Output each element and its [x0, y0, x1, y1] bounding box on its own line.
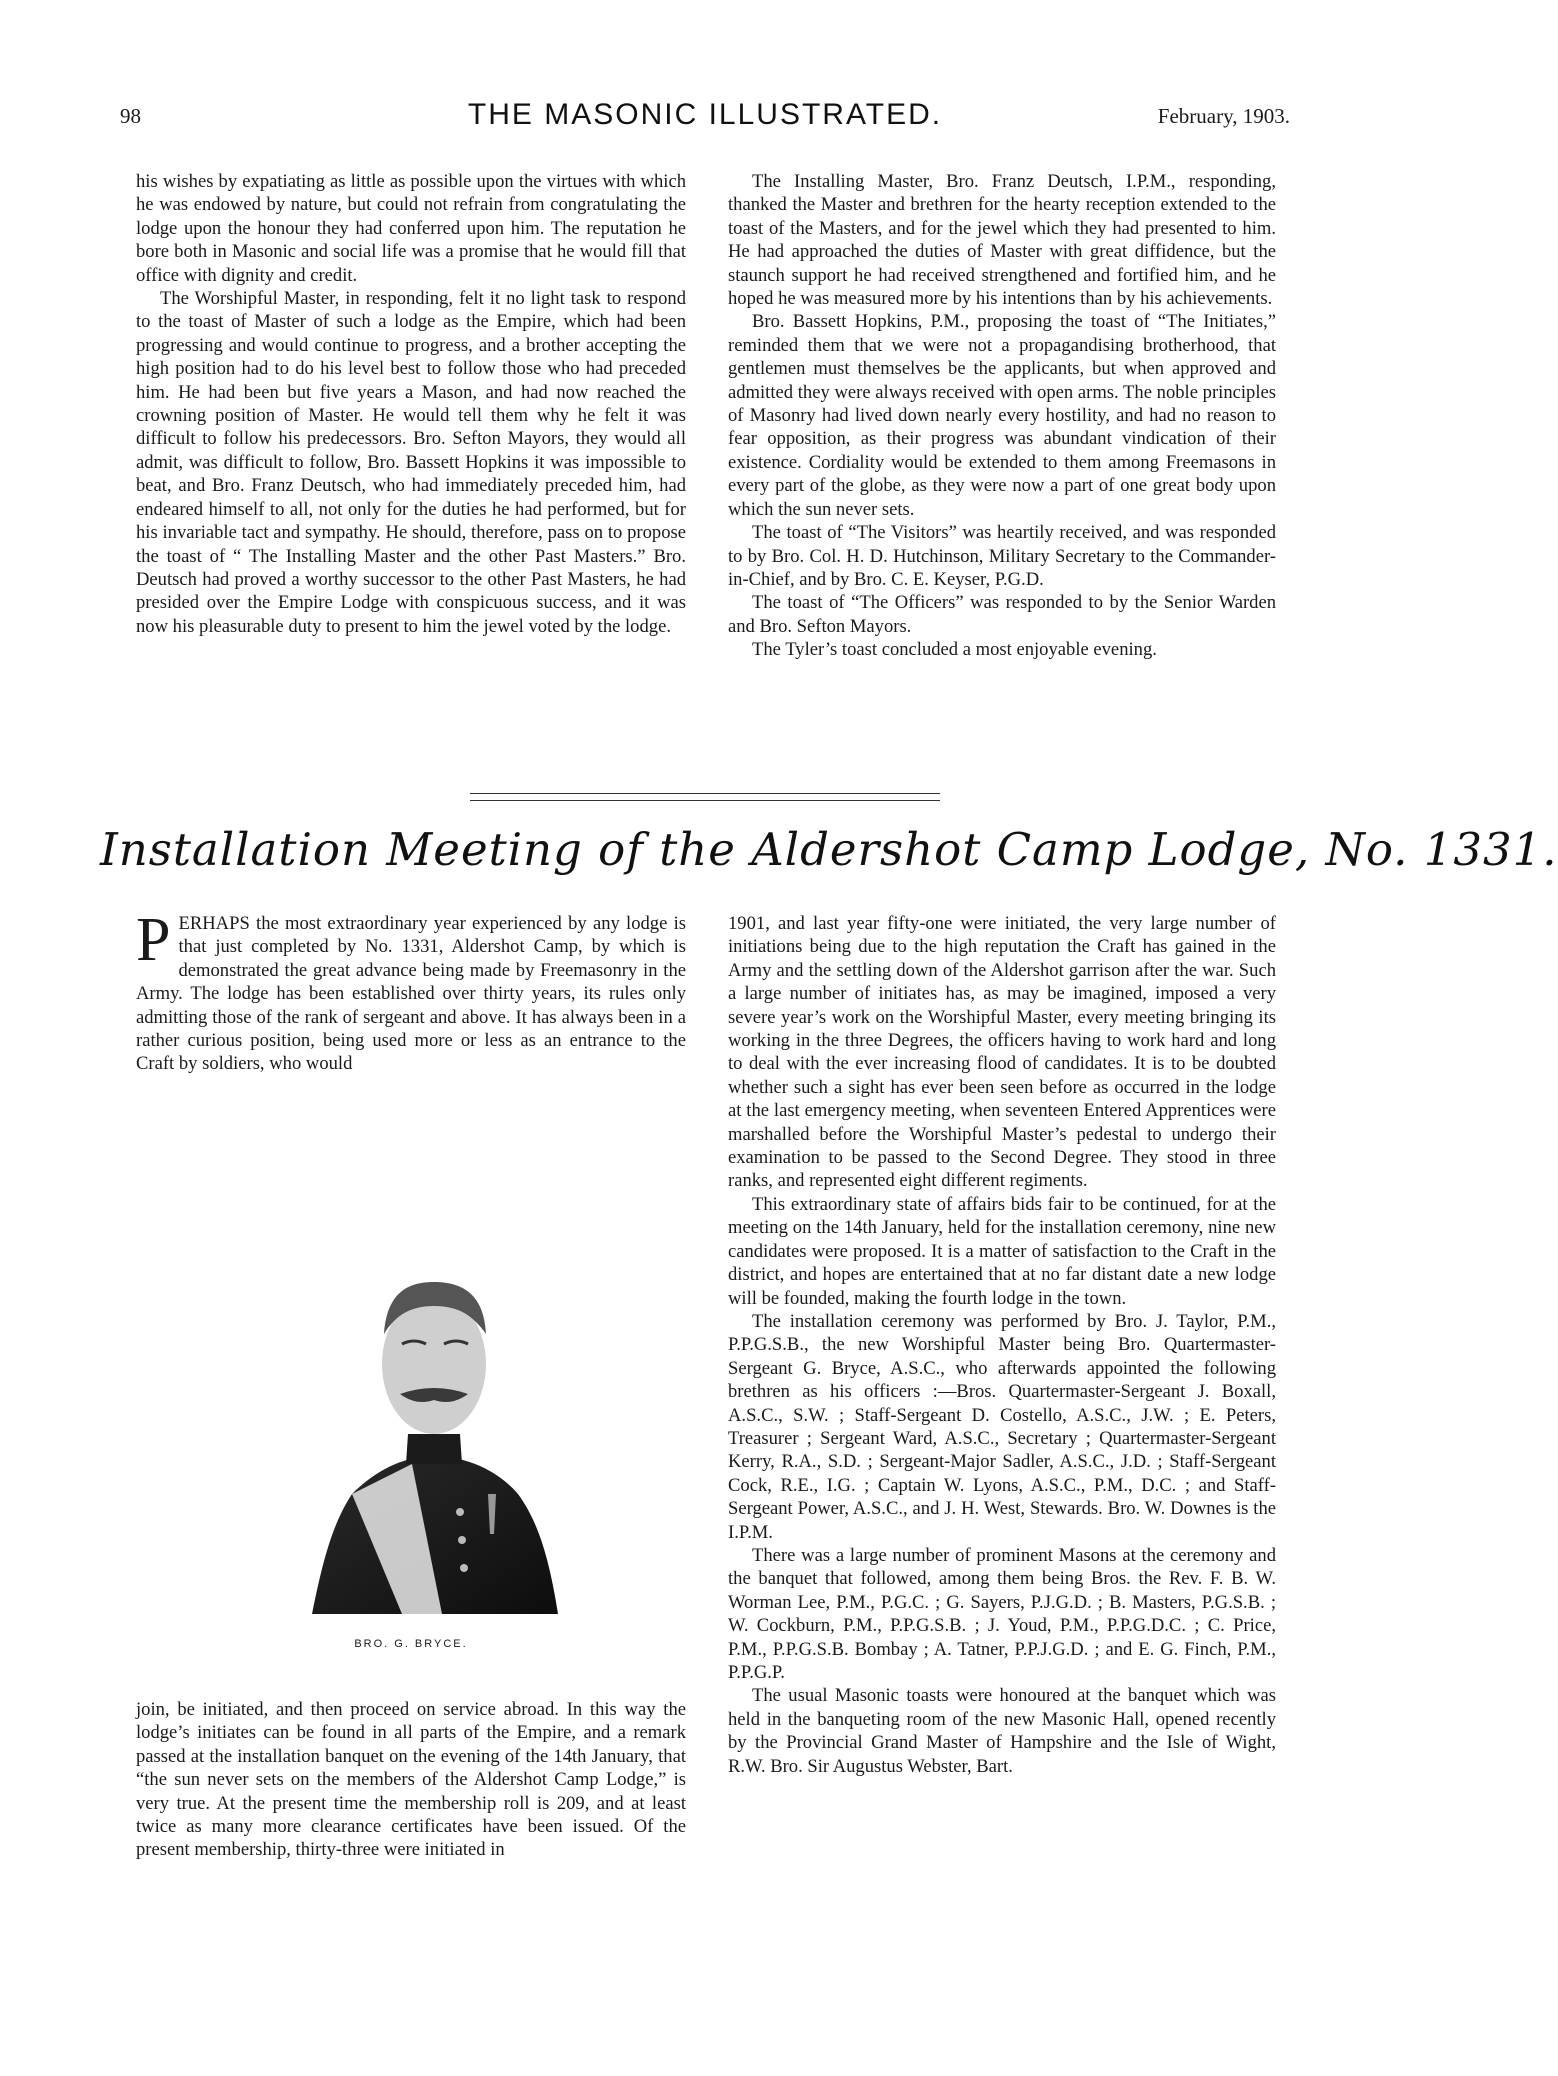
paragraph: This extraordinary state of affairs bids fair to be continued, for at the meeting on the 14th January, held for the installation ceremony, nine new candidates were proposed. It is a matter of satisfaction to the Craft in the district, and hopes are entertained that at no far distant date a new lodge will be founded, making the fourth lodge in the town.: [728, 1193, 1276, 1309]
paragraph: The usual Masonic toasts were honoured at the banquet which was held in the banqueting room of the new Masonic Hall, opened recently by the Provincial Grand Master of Hampshire and the Isle of Wight, R.W. Bro. Sir Augustus Webster, Bart.: [728, 1685, 1276, 1777]
page-header: [120, 98, 1290, 138]
paragraph: The toast of “The Officers” was responded to by the Senior Warden and Bro. Sefton Mayors.: [728, 592, 1276, 637]
article-left-column: [136, 906, 686, 1076]
portrait-caption: BRO. G. BRYCE.: [354, 1638, 468, 1650]
top-left-column: [136, 170, 686, 638]
paragraph: 1901, and last year fifty-one were initiated, the very large number of initiations being due to the high reputation the Craft has gained in the Army and the settling down of the Aldershot garrison after the war. Such a large number of initiates has, as may be imagined, imposed a very severe year’s work on the Worshipful Master, every meeting bringing its working in the three Degrees, the officers having to work hard and long to deal with the ever increasing flood of candidates. It is to be doubted whether such a sight has ever been seen before as occurred in the lodge at the last emergency meeting, when seventeen Entered Apprentices were marshalled before the Worshipful Master’s pedestal to undergo their examination to be passed to the Second Degree. They stood in three ranks, and represented eight different regiments.: [728, 913, 1276, 1192]
paragraph: Bro. Bassett Hopkins, P.M., proposing the toast of “The Initiates,” reminded them that we were not a propagandising brotherhood, that gentlemen must themselves be the applicants, but when approved and admitted they were always received with open arms. The noble principles of Masonry had lived down nearly every hostility, and had no reason to fear opposition, as their progress was abundant vindication of their existence. Cordiality would be extended to them among Freemasons in every part of the globe, as they were now a part of one great body upon which the sun never sets.: [728, 311, 1276, 520]
paragraph: The Tyler’s toast concluded a most enjoyable evening.: [752, 639, 1157, 661]
section-divider: [470, 793, 940, 801]
paragraph: The Worshipful Master, in responding, felt it no light task to respond to the toast of Master of such a lodge as the Empire, which had been progressing and would continue to progress, and a brother accepting the high position had to do his level best to follow those who had preceded him. He had been but five years a Mason, and had now reached the crowning position of Master. He would tell them why he felt it was difficult to follow his predecessors. Bro. Sefton Mayors, they would all admit, was difficult to follow, Bro. Bassett Hopkins it was impossible to beat, and Bro. Franz Deutsch, who had immediately preceded him, had endeared himself to all, not only for the duties he had performed, but for his invariable tact and sympathy. He should, therefore, pass on to propose the toast of “ The Installing Master and the other Past Masters.” Bro. Deutsch had proved a worthy successor to the other Past Masters, he had presided over the Empire Lodge with conspicuous success, and it was now his pleasurable duty to present to him the jewel voted by the lodge.: [136, 288, 686, 637]
portrait-photo: [292, 1194, 576, 1624]
publication-title: THE MASONIC ILLUSTRATED.: [467, 98, 943, 131]
collar: [406, 1434, 462, 1464]
article-title: Installation Meeting of the Aldershot Camp Lodge, No. 1331.: [100, 823, 1558, 876]
paragraph: The toast of “The Visitors” was heartily received, and was responded to by Bro. Col. H. D. Hutchinson, Military Secretary to the Commander-in-Chief, and by Bro. C. E. Keyser, P.G.D.: [728, 522, 1276, 590]
lead-text: ERHAPS the most extraordinary year experienced by any lodge is that just completed by No. 1331, Aldershot Camp, by which is demonstrated the great advance being made by Freemasonry in the Army. The lodge has been established over thirty years, its rules only admitting those of the rank of sergeant and above. It has always been in a rather curious position, being used more or less as an entrance to the Craft by soldiers, who would: [136, 913, 686, 1075]
paragraph: his wishes by expatiating as little as possible upon the virtues with which he was endowed by nature, but could not refrain from congratulating the lodge upon the honour they had conferred upon him. The reputation he bore both in Masonic and social life was a promise that he would fill that office with dignity and credit.: [136, 171, 686, 286]
paragraph: join, be initiated, and then proceed on service abroad. In this way the lodge’s initiates can be found in all parts of the Empire, and a remark passed at the installation banquet on the evening of the 14th January, that “the sun never sets on the members of the Aldershot Camp Lodge,” is very true. At the present time the membership roll is 209, and at least twice as many more clearance certificates have been issued. Of the present membership, thirty-three were initiated in: [136, 1699, 686, 1861]
top-right-column: [728, 170, 1276, 662]
article-left-column-continued: [136, 1698, 686, 1862]
lead-paragraph: [136, 906, 686, 1076]
paragraph: There was a large number of prominent Masons at the ceremony and the banquet that followed, among them being Bros. the Rev. F. B. W. Worman Lee, P.M., P.G.C. ; G. Sayers, P.J.G.D. ; B. Masters, P.G.S.B. ; W. Cockburn, P.M., P.P.G.S.B. ; J. Youd, P.M., P.P.G.D.C. ; C. Price, P.M., P.P.G.S.B. Bombay ; A. Tatner, P.P.J.G.D. ; and E. G. Finch, P.M., P.P.G.P.: [728, 1544, 1276, 1683]
paragraph: The Installing Master, Bro. Franz Deutsch, I.P.M., responding, thanked the Master and brethren for the hearty reception extended to the toast of the Masters, and for the jewel which they had presented to him. He had approached the duties of Master with great diffidence, but the staunch support he had received strengthened and fortified him, and he hoped he was measured more by his intentions than by his achievements.: [728, 171, 1276, 310]
article-right-column: [728, 912, 1276, 1778]
issue-date: February, 1903.: [1157, 104, 1290, 128]
drop-cap: P: [136, 906, 171, 974]
paragraph: The installation ceremony was performed by Bro. J. Taylor, P.M., P.P.G.S.B., the new Worshipful Master being Bro. Quartermaster-Sergeant G. Bryce, A.S.C., who afterwards appointed the following brethren as his officers :—Bros. Quartermaster-Sergeant J. Boxall, A.S.C., S.W. ; Staff-Sergeant D. Costello, A.S.C., J.W. ; E. Peters, Treasurer ; Sergeant Ward, A.S.C., Secretary ; Quartermaster-Sergeant Kerry, R.A., S.D. ; Sergeant-Major Sadler, A.S.C., J.D. ; Staff-Sergeant Cock, R.E., I.G. ; Captain W. Lyons, A.S.C., P.M., D.C. ; and Staff-Sergeant Power, A.S.C., and J. H. West, Stewards. Bro. W. Downes is the I.P.M.: [728, 1310, 1276, 1543]
page-number: 98: [120, 104, 141, 128]
